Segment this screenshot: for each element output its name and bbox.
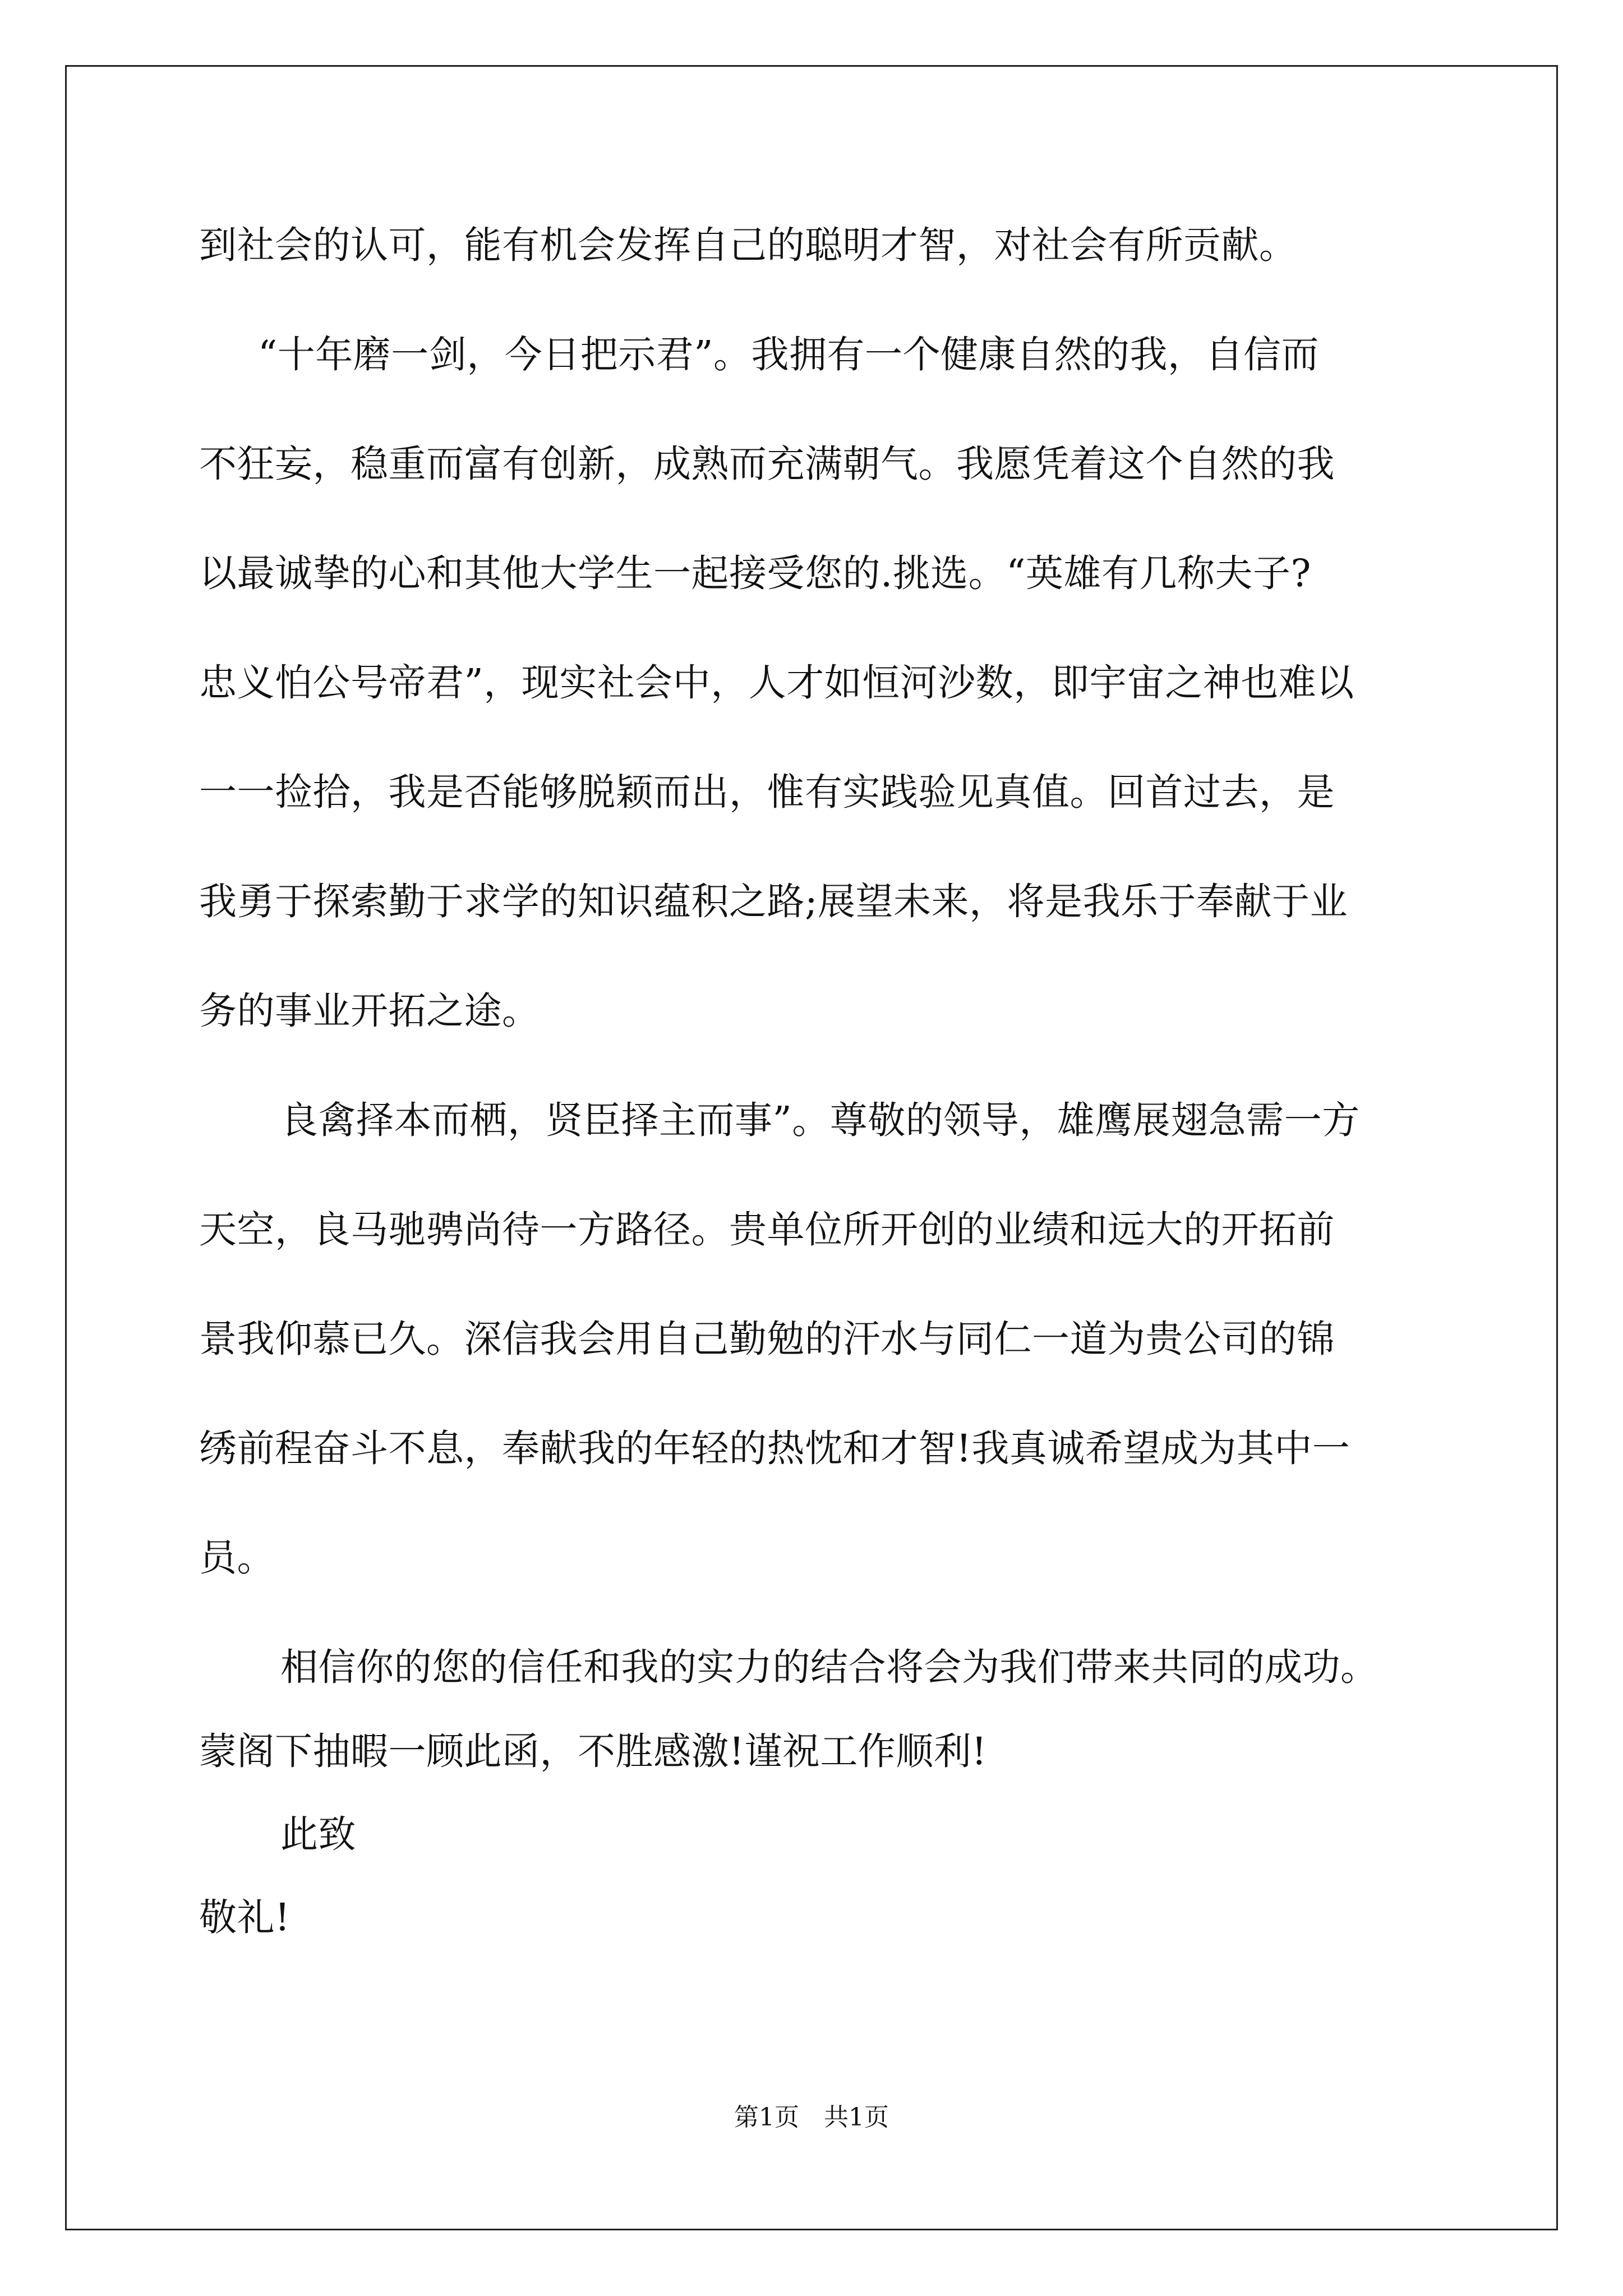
text-line: 敬礼! xyxy=(199,1895,291,1939)
page-number-current: 第1页 xyxy=(734,2103,799,2132)
text-line: 忠义怕公号帝君”，现实社会中，人才如恒河沙数，即宇宙之神也难以 xyxy=(199,661,1354,705)
text-line: 务的事业开拓之途。 xyxy=(199,989,540,1033)
text-line: 蒙阁下抽暇一顾此函，不胜感激!谨祝工作顺利! xyxy=(199,1729,987,1773)
text-line: 景我仰慕已久。深信我会用自己勤勉的汗水与同仁一道为贵公司的锦 xyxy=(199,1317,1335,1361)
text-line: 以最诚挚的心和其他大学生一起接受您的.挑选。“英雄有几称夫子? xyxy=(199,551,1311,595)
text-line: 到社会的认可，能有机会发挥自己的聪明才智，对社会有所贡献。 xyxy=(199,223,1297,267)
text-line: 绣前程奋斗不息，奉献我的年轻的热忱和才智!我真诚希望成为其中一 xyxy=(199,1427,1350,1470)
text-line: 不狂妄，稳重而富有创新，成熟而充满朝气。我愿凭着这个自然的我 xyxy=(199,442,1335,486)
text-line: 良禽择本而栖，贤臣择主而事”。尊敬的领导，雄鹰展翅急需一方 xyxy=(280,1098,1360,1142)
text-line: 天空，良马驰骋尚待一方路径。贵单位所开创的业绩和远大的开拓前 xyxy=(199,1208,1335,1251)
page-number-total: 共1页 xyxy=(824,2103,889,2132)
text-line: 员。 xyxy=(199,1536,275,1580)
text-line: 一一捡拾，我是否能够脱颖而出，惟有实践验见真值。回首过去，是 xyxy=(199,770,1335,814)
text-line: 我勇于探索勤于求学的知识蕴积之路;展望未来，将是我乐于奉献于业 xyxy=(199,880,1348,923)
page-footer xyxy=(0,2101,1623,2134)
text-line: 相信你的您的信任和我的实力的结合将会为我们带来共同的成功。 xyxy=(280,1645,1378,1689)
text-line: “十年磨一剑，今日把示君”。我拥有一个健康自然的我，自信而 xyxy=(258,333,1320,376)
text-line: 此致 xyxy=(280,1812,356,1856)
